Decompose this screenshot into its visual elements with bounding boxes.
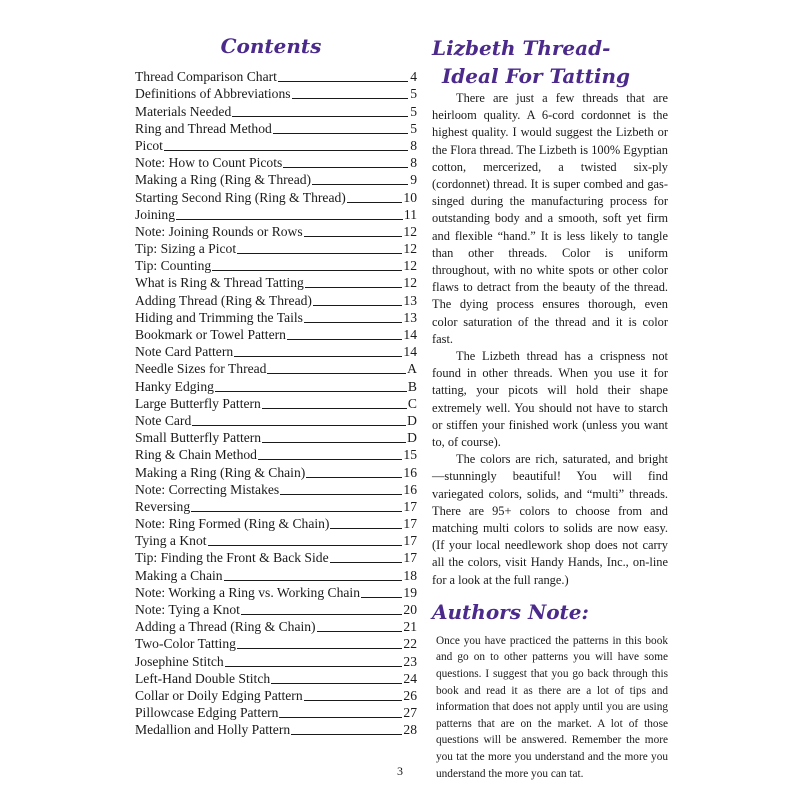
lizbeth-title-line2: Ideal For Tatting	[441, 64, 630, 88]
toc-entry-page: D	[407, 430, 417, 446]
toc-entry	[135, 670, 417, 687]
toc-entry	[135, 68, 417, 85]
toc-leader-line	[304, 236, 403, 237]
toc-entry-label: Pillowcase Edging Pattern	[135, 705, 279, 721]
toc-leader-line	[267, 373, 406, 374]
toc-entry	[135, 360, 417, 377]
toc-entry	[135, 395, 417, 412]
toc-entry-page: 8	[410, 155, 417, 171]
toc-entry-page: 17	[403, 516, 417, 532]
toc-entry-label: Making a Chain	[135, 567, 223, 583]
toc-entry-page: 4	[410, 69, 417, 85]
toc-entry	[135, 498, 417, 515]
toc-entry-label: Needle Sizes for Thread	[135, 361, 267, 377]
toc-entry-label: Joining	[135, 206, 176, 222]
toc-entry-label: Thread Comparison Chart	[135, 69, 277, 85]
toc-entry-page: 18	[403, 567, 417, 583]
toc-entry-page: 10	[403, 189, 417, 205]
toc-entry-page: 5	[410, 103, 417, 119]
toc-entry-label: Note: Tying a Knot	[135, 602, 240, 617]
toc-entry-label: Small Butterfly Pattern	[135, 430, 262, 446]
toc-entry-label: Note: Joining Rounds or Rows	[135, 223, 303, 239]
toc-leader-line	[271, 683, 402, 684]
toc-leader-line	[317, 631, 403, 632]
toc-entry	[135, 635, 417, 652]
toc-entry-label: Adding a Thread (Ring & Chain)	[135, 619, 316, 635]
authors-note-text: Once you have practiced the patterns in this book and go on to other patterns you will have some questions. I suggest that you go back through this book and read it as there are a lot of tips and information that does not apply until you are using patterns that are on the market. A lot of those questions will be answered. Remember the more you tat the more you understand and the more you understand the more you can tat.	[436, 634, 668, 780]
toc-entry	[135, 463, 417, 480]
toc-leader-line	[262, 408, 407, 409]
toc-entry	[135, 412, 417, 429]
toc-entry	[135, 532, 417, 549]
toc-entry-label: Hanky Edging	[135, 378, 214, 394]
toc-entry-label: Note: How to Count Picots	[135, 155, 283, 171]
toc-entry	[135, 137, 417, 154]
toc-entry-label: Materials Needed	[135, 103, 232, 119]
toc-leader-line	[306, 477, 402, 478]
toc-leader-line	[176, 219, 403, 220]
toc-leader-line	[305, 287, 403, 288]
toc-leader-line	[192, 425, 406, 426]
toc-entry-page: 26	[403, 687, 417, 703]
authors-note-title: Authors Note:	[432, 599, 589, 624]
toc-leader-line	[208, 545, 403, 546]
toc-entry-label: Ring & Chain Method	[135, 447, 257, 463]
toc-entry	[135, 566, 417, 583]
toc-leader-line	[313, 305, 402, 306]
toc-entry	[135, 601, 417, 618]
toc-leader-line	[232, 116, 408, 117]
lizbeth-paragraph-3: The colors are rich, saturated, and bright—stunningly beautiful! You will find variegated colors, solids, and “multi” threads. There are 95+ colors to choose from and matching multi colors to solids are now easy. (If your local needlework shop does not carry all the colors, visit Handy Hands, Inc., on-line for a look at the full range.)	[432, 452, 668, 587]
toc-entry	[135, 274, 417, 291]
toc-entry	[135, 291, 417, 308]
toc-entry-label: Ring and Thread Method	[135, 120, 272, 136]
text-column	[432, 34, 668, 782]
toc-entry-page: 12	[403, 275, 417, 291]
toc-entry-page: 8	[410, 137, 417, 153]
toc-entry	[135, 206, 417, 223]
toc-entry-label: Reversing	[135, 498, 191, 514]
toc-leader-line	[225, 666, 403, 667]
toc-entry-page: 15	[403, 447, 417, 463]
toc-entry-page: 28	[403, 722, 417, 738]
toc-leader-line	[292, 98, 408, 99]
toc-entry	[135, 240, 417, 257]
toc-leader-line	[279, 717, 402, 718]
contents-column	[135, 28, 417, 738]
toc-entry-label: Definitions of Abbreviations	[135, 86, 291, 102]
toc-leader-line	[164, 150, 408, 151]
toc-entry-page: 17	[403, 550, 417, 566]
toc-entry-label: Note: Working a Ring vs. Working Chain	[135, 584, 360, 600]
toc-entry-page: 13	[403, 309, 417, 325]
toc-entry-page: 16	[403, 481, 417, 497]
toc-leader-line	[215, 391, 407, 392]
table-of-contents	[135, 68, 417, 738]
toc-entry-page: 11	[403, 206, 417, 222]
toc-leader-line	[273, 133, 408, 134]
toc-entry-page: 14	[403, 344, 417, 360]
contents-title: Contents	[220, 34, 322, 58]
toc-entry-page: 12	[403, 241, 417, 257]
toc-entry	[135, 481, 417, 498]
toc-entry-label: Note Card Pattern	[135, 344, 234, 360]
toc-entry-page: 13	[403, 292, 417, 308]
toc-entry-page: 17	[403, 533, 417, 549]
toc-entry	[135, 223, 417, 240]
lizbeth-title-line1: Lizbeth Thread-	[432, 36, 611, 60]
toc-leader-line	[191, 511, 402, 512]
toc-leader-line	[262, 442, 406, 443]
toc-entry	[135, 102, 417, 119]
toc-entry-page: 5	[410, 86, 417, 102]
toc-entry-label: Tip: Sizing a Picot	[135, 241, 237, 257]
toc-entry	[135, 704, 417, 721]
toc-entry-page: 21	[403, 619, 417, 635]
toc-entry-label: Making a Ring (Ring & Thread)	[135, 172, 312, 188]
toc-leader-line	[304, 322, 402, 323]
toc-leader-line	[237, 648, 402, 649]
toc-entry-label: Medallion and Holly Pattern	[135, 722, 291, 738]
toc-entry-page: 16	[403, 464, 417, 480]
toc-entry-label: Tip: Counting	[135, 258, 212, 274]
toc-entry	[135, 429, 417, 446]
toc-leader-line	[224, 580, 403, 581]
toc-leader-line	[361, 597, 402, 598]
toc-entry-page: 12	[403, 223, 417, 239]
toc-entry	[135, 309, 417, 326]
toc-entry	[135, 171, 417, 188]
toc-entry-label: Making a Ring (Ring & Chain)	[135, 464, 306, 480]
toc-leader-line	[330, 528, 402, 529]
toc-entry	[135, 446, 417, 463]
toc-leader-line	[280, 494, 402, 495]
toc-entry-label: Collar or Doily Edging Pattern	[135, 687, 303, 703]
toc-entry-page: 12	[403, 258, 417, 274]
toc-entry	[135, 515, 417, 532]
toc-entry-label: Left-Hand Double Stitch	[135, 670, 271, 686]
toc-leader-line	[312, 184, 408, 185]
toc-entry	[135, 549, 417, 566]
toc-entry	[135, 188, 417, 205]
toc-leader-line	[287, 339, 402, 340]
toc-leader-line	[234, 356, 402, 357]
toc-entry-page: 27	[403, 705, 417, 721]
toc-entry-page: 20	[403, 602, 417, 617]
toc-entry-page: A	[407, 361, 417, 377]
toc-leader-line	[241, 614, 403, 615]
toc-entry-page: 24	[403, 670, 417, 686]
toc-leader-line	[278, 81, 408, 82]
toc-leader-line	[258, 459, 402, 460]
toc-entry-page: 9	[410, 172, 417, 188]
toc-entry-label: Josephine Stitch	[135, 653, 224, 669]
toc-entry-page: D	[407, 412, 417, 428]
toc-entry-label: Two-Color Tatting	[135, 636, 236, 652]
toc-leader-line	[237, 253, 402, 254]
lizbeth-paragraph-1: There are just a few threads that are heirloom quality. A 6-cord cordonnet is the highest quality. I would suggest the Lizbeth or the Flora thread. The Lizbeth is 100% Egyptian cotton, mercerized, a twisted six-ply (cordonnet) thread. It is super combed and gas-singed during the manufacturing process for outstanding body and a smooth, soft yet firm and flexible “hand.” It is less likely to tangle than other threads. Color is uniform throughout, with no white spots or other color flaws to detract from the beauty of the thread. The dying process ensures thorough, even color saturation of the thread and it is color fast.	[432, 91, 668, 346]
toc-leader-line	[347, 202, 403, 203]
toc-entry-page: 17	[403, 498, 417, 514]
toc-entry	[135, 652, 417, 669]
toc-leader-line	[330, 562, 403, 563]
toc-entry	[135, 377, 417, 394]
toc-entry-label: Note: Correcting Mistakes	[135, 481, 280, 497]
toc-leader-line	[212, 270, 402, 271]
toc-entry-label: Starting Second Ring (Ring & Thread)	[135, 189, 346, 205]
toc-leader-line	[304, 700, 403, 701]
toc-entry	[135, 85, 417, 102]
toc-entry-page: 14	[403, 327, 417, 342]
toc-entry-label: Large Butterfly Pattern	[135, 395, 261, 411]
toc-entry-page: C	[407, 395, 417, 411]
toc-entry-page: 19	[403, 584, 417, 600]
toc-entry-page: 23	[403, 653, 417, 669]
toc-entry	[135, 618, 417, 635]
toc-entry-label: Note Card	[135, 412, 192, 428]
toc-entry	[135, 343, 417, 360]
toc-entry-label: Tying a Knot	[135, 533, 207, 549]
toc-entry-label: Tip: Finding the Front & Back Side	[135, 550, 329, 566]
toc-entry-page: B	[407, 378, 417, 394]
toc-leader-line	[291, 734, 402, 735]
lizbeth-paragraph-2: The Lizbeth thread has a crispness not found in other threads. When you use it for tatting, your picots will hold their shape extremely well. You should not have to starch or stiffen your finished work (unless you want to, of course).	[432, 349, 668, 450]
toc-entry	[135, 721, 417, 738]
toc-entry	[135, 687, 417, 704]
toc-entry-label: Note: Ring Formed (Ring & Chain)	[135, 516, 330, 532]
toc-entry-label: Adding Thread (Ring & Thread)	[135, 292, 312, 308]
toc-entry-page: 22	[403, 636, 417, 652]
toc-entry	[135, 326, 417, 343]
toc-entry-label: What is Ring & Thread Tatting	[135, 275, 304, 291]
toc-entry-label: Bookmark or Towel Pattern	[135, 327, 286, 342]
toc-entry	[135, 257, 417, 274]
toc-entry	[135, 154, 417, 171]
toc-leader-line	[283, 167, 408, 168]
toc-entry-label: Hiding and Trimming the Tails	[135, 309, 303, 325]
toc-entry-page: 5	[410, 120, 417, 136]
page-number: 3	[397, 764, 403, 778]
toc-entry	[135, 120, 417, 137]
toc-entry	[135, 584, 417, 601]
toc-entry-label: Picot	[135, 137, 163, 153]
